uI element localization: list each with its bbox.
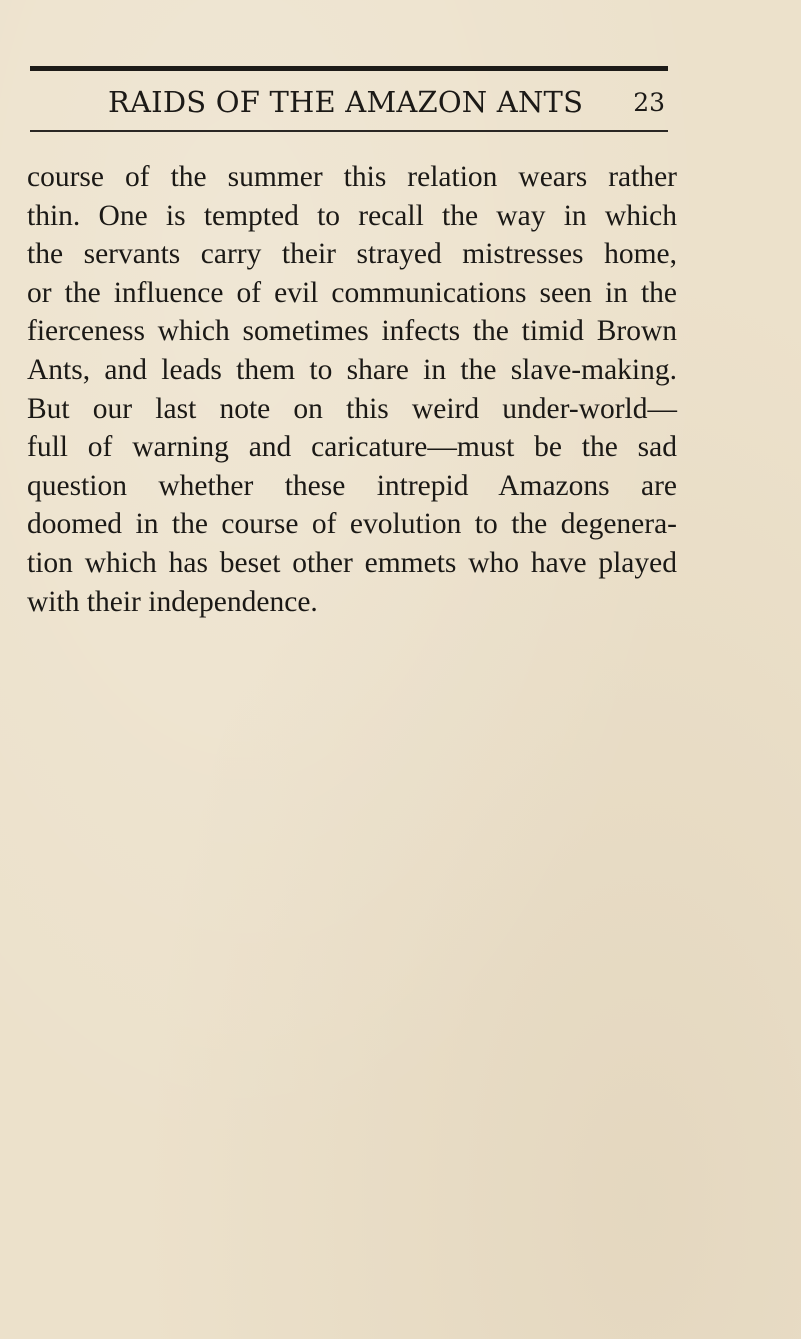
running-title: RAIDS OF THE AMAZON ANTS	[108, 85, 584, 119]
text-line: tion which has beset other emmets who have played	[27, 546, 677, 579]
text-line: Ants, and leads them to share in the slave-making.	[27, 353, 677, 386]
text-line: full of warning and caricature—must be the sad	[27, 431, 677, 464]
text-line: thin. One is tempted to recall the way in which	[27, 199, 677, 232]
header-top-rule	[30, 66, 668, 71]
text-line: But our last note on this weird under-world—	[27, 392, 677, 425]
body-paragraph	[27, 158, 677, 621]
text-line: course of the summer this relation wears rather	[27, 161, 677, 193]
text-line: question whether these intrepid Amazons are	[27, 469, 677, 502]
page-number: 23	[633, 88, 665, 117]
header-bottom-rule	[30, 130, 668, 132]
text-line: the servants carry their strayed mistresses home,	[27, 238, 677, 271]
text-line: or the influence of evil communications seen in the	[27, 276, 677, 309]
text-line: fierceness which sometimes infects the timid Brown	[27, 315, 677, 348]
text-line: with their independence.	[27, 585, 318, 618]
text-line: doomed in the course of evolution to the degenera-	[27, 508, 677, 541]
